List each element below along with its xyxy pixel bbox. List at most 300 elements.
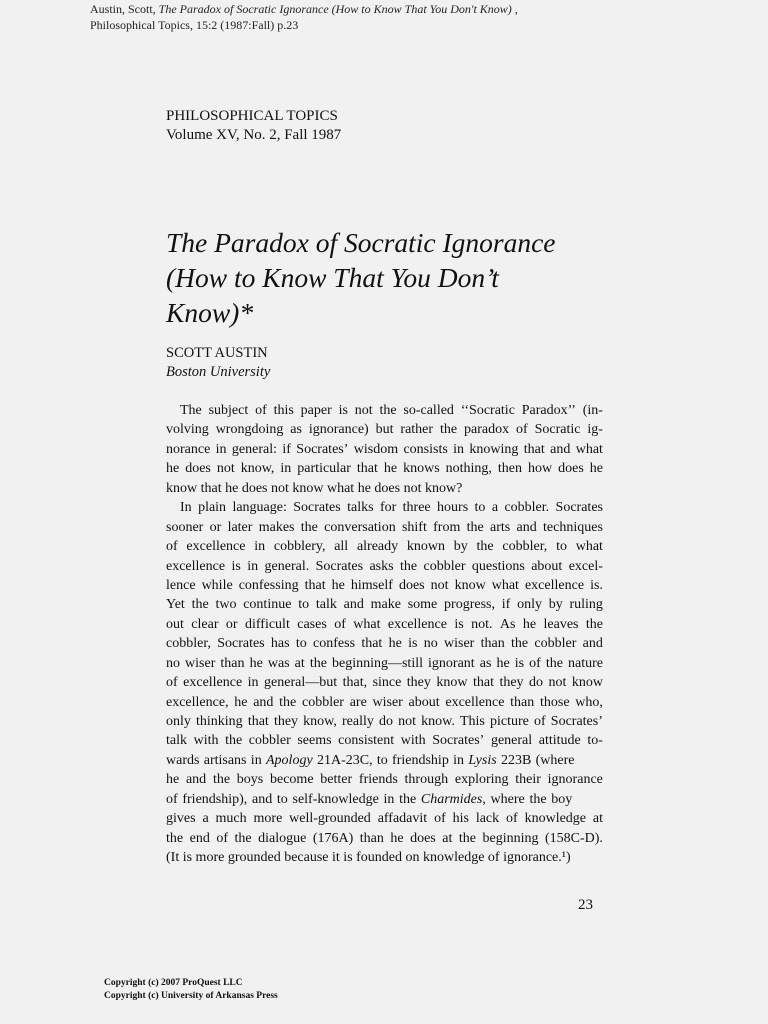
word: sooner	[166, 519, 204, 535]
word: no	[166, 655, 180, 671]
word: the	[166, 830, 184, 846]
word: already	[356, 539, 399, 555]
word: cobbler.	[504, 500, 550, 516]
word: in	[247, 558, 259, 574]
word: than	[359, 830, 384, 846]
word: thinking	[196, 714, 243, 729]
word: the	[511, 636, 529, 652]
word: gives	[166, 811, 196, 827]
word: not.	[471, 616, 493, 632]
word: the	[439, 422, 458, 438]
word: the	[279, 694, 297, 710]
text-line	[166, 654, 603, 673]
word: of	[166, 675, 178, 691]
word: for	[379, 500, 397, 516]
text-line	[166, 440, 603, 459]
word: since	[372, 675, 402, 691]
word: talks	[347, 500, 374, 516]
text-line	[166, 712, 603, 731]
word: the	[379, 403, 397, 418]
text-line	[166, 634, 603, 653]
word: out	[166, 616, 184, 632]
word: he	[234, 694, 248, 710]
word: of	[434, 811, 446, 827]
word: is	[338, 403, 348, 418]
word: that	[523, 441, 545, 457]
word: and	[343, 597, 364, 613]
word: knows	[403, 461, 440, 477]
citation-header	[90, 1, 518, 33]
word: lence	[166, 577, 196, 593]
text-line	[166, 751, 603, 770]
word: nature	[567, 655, 603, 671]
word: excellence	[524, 577, 585, 593]
author-name: SCOTT AUSTIN	[166, 345, 268, 361]
word: of	[533, 714, 546, 729]
word: excellence	[387, 616, 447, 632]
word: not	[354, 403, 373, 418]
word: make	[370, 597, 401, 613]
word: lack	[475, 811, 500, 827]
word: from	[433, 519, 461, 535]
word: questions	[471, 558, 525, 574]
word: what	[575, 441, 603, 457]
word: do	[529, 675, 544, 691]
work-title-apology: Apology	[266, 752, 313, 768]
word: wrongdoing	[215, 422, 284, 438]
word: seems	[297, 733, 332, 749]
word: hours	[437, 500, 469, 516]
word: that	[361, 636, 383, 652]
word: he	[383, 461, 398, 477]
word: general:	[231, 441, 278, 457]
word: affadavit	[377, 811, 428, 827]
word: this	[273, 403, 294, 418]
title-line-1: The Paradox of Socratic Ignorance	[166, 227, 556, 258]
word: the	[545, 655, 563, 671]
word: at	[442, 830, 453, 846]
word: how	[528, 461, 553, 477]
word: more	[253, 811, 283, 827]
word: does	[398, 577, 425, 593]
word: beginning—still	[331, 655, 423, 671]
author-affiliation: Boston University	[166, 364, 271, 380]
word: paradox	[463, 422, 510, 438]
word: Paradox’’	[521, 403, 576, 418]
word: later	[227, 519, 253, 535]
word: know	[454, 577, 486, 593]
word: the	[225, 733, 243, 749]
word: has	[270, 636, 290, 652]
word: not	[430, 577, 449, 593]
work-title-lysis: Lysis	[468, 752, 497, 768]
word: those	[539, 694, 570, 710]
text-line: know that he does not know what he does not know?	[166, 480, 463, 496]
word: he	[522, 616, 537, 632]
text-span: wards artisans in	[166, 752, 266, 768]
word: only	[166, 714, 191, 729]
word: better	[320, 772, 353, 788]
word: knowing	[469, 441, 519, 457]
text-line	[166, 731, 603, 750]
word: of	[515, 422, 528, 438]
word: general—but	[264, 675, 338, 691]
word: wiser	[185, 655, 216, 671]
word: cobbler,	[166, 636, 211, 652]
article-body	[166, 401, 603, 868]
title-line-3: Know)*	[166, 297, 254, 328]
word: ‘‘Socratic	[460, 403, 515, 418]
word: and	[185, 772, 207, 788]
word: shift	[401, 519, 427, 535]
word: and	[516, 519, 537, 535]
word: cobbler,	[502, 539, 548, 555]
word: while	[201, 577, 233, 593]
word: continue	[243, 597, 292, 613]
journal-header	[166, 107, 341, 145]
word: if	[282, 441, 291, 457]
word: and	[550, 441, 571, 457]
word: particular	[297, 461, 351, 477]
text-line	[166, 809, 603, 828]
word: what	[491, 577, 519, 593]
word: they	[273, 714, 299, 729]
word: as	[290, 422, 302, 438]
word: the	[191, 597, 209, 613]
word: the	[309, 655, 327, 671]
word: difficult	[244, 616, 290, 632]
text-line	[166, 518, 603, 537]
text-line	[166, 498, 603, 517]
word: know,	[303, 714, 337, 729]
word: known	[406, 539, 446, 555]
word: consists	[403, 441, 448, 457]
word: arts	[490, 519, 511, 535]
word: of	[506, 811, 518, 827]
word: wiser	[372, 694, 403, 710]
word: a	[491, 500, 499, 516]
word: by	[453, 539, 468, 555]
journal-volume: Volume XV, No. 2, Fall 1987	[166, 127, 342, 143]
text-line	[166, 693, 603, 712]
word: Yet	[166, 597, 185, 613]
word: ignorance)	[308, 422, 369, 438]
word: Socrates’	[296, 441, 349, 457]
word: (in-	[582, 403, 603, 418]
word: progress,	[444, 597, 495, 613]
text-line	[166, 615, 603, 634]
word: talk	[166, 733, 187, 749]
word: only	[517, 597, 542, 613]
word: he	[388, 636, 402, 652]
word: This	[459, 714, 485, 729]
word: he	[166, 772, 180, 788]
citation-title: The Paradox of Socratic Ignorance (How to Know That You Don't Know)	[158, 2, 512, 16]
word: is	[408, 636, 418, 652]
author-block	[166, 344, 270, 382]
word: in	[453, 441, 465, 457]
word: what	[353, 616, 381, 632]
word: they	[499, 675, 524, 691]
word: cobbler	[534, 636, 577, 652]
word: than	[220, 655, 245, 671]
text-line	[166, 770, 603, 789]
word: friends	[358, 772, 398, 788]
word: in	[247, 675, 259, 691]
word: at	[294, 655, 305, 671]
word: he	[331, 577, 345, 593]
word: the	[400, 558, 418, 574]
word: or	[209, 519, 222, 535]
word: attitude	[538, 733, 581, 749]
word: the	[300, 519, 318, 535]
word: that	[304, 577, 326, 593]
word: cobbler	[301, 694, 344, 710]
word: some	[407, 597, 438, 613]
word: with	[400, 733, 426, 749]
word: than	[510, 694, 535, 710]
word: knowledge	[524, 811, 587, 827]
word: himself	[350, 577, 393, 593]
word: to	[298, 597, 310, 613]
word: excellence,	[166, 694, 229, 710]
word: nothing,	[445, 461, 492, 477]
word: picture	[489, 714, 529, 729]
word: is	[454, 616, 464, 632]
word: In	[180, 500, 192, 516]
word: The	[180, 403, 202, 418]
copyright-line-2: Copyright (c) University of Arkansas Press	[104, 990, 278, 1001]
word: language:	[232, 500, 287, 516]
word: become	[270, 772, 314, 788]
word: Socrates’	[432, 733, 485, 749]
word: three	[402, 500, 431, 516]
word: in	[280, 461, 292, 477]
word: that	[247, 714, 269, 729]
word: not	[216, 461, 235, 477]
text-line	[166, 557, 603, 576]
word: the	[212, 772, 231, 788]
page-number: 23	[578, 897, 593, 913]
title-line-2: (How to Know That You Don’t	[166, 262, 499, 293]
word: he	[589, 461, 603, 477]
word: and	[582, 636, 603, 652]
word: cobbler	[423, 558, 466, 574]
word: he	[496, 655, 510, 671]
citation-line-1	[90, 1, 518, 17]
word: not	[398, 714, 417, 729]
journal-name: PHILOSOPHICAL TOPICS	[166, 108, 338, 124]
text-span: 223B (where	[496, 752, 575, 768]
word: makes	[258, 519, 295, 535]
word: two	[215, 597, 237, 613]
word: then	[497, 461, 523, 477]
word: if	[501, 597, 511, 613]
word: that,	[342, 675, 368, 691]
word: in	[254, 539, 266, 555]
word: that	[356, 461, 378, 477]
word: As	[499, 616, 516, 632]
article-title	[166, 225, 606, 330]
work-title-charmides: Charmides	[420, 791, 483, 807]
word: cases	[297, 616, 327, 632]
word: cobblery,	[273, 539, 326, 555]
text-line	[166, 401, 603, 420]
word: volving	[166, 422, 209, 438]
word: does	[410, 830, 436, 846]
copyright-footer	[104, 977, 278, 1002]
word: know	[436, 675, 468, 691]
word: what	[575, 539, 603, 555]
text-line: (It is more grounded because it is founded on knowledge of ignorance.¹)	[166, 850, 571, 866]
word: (176A)	[312, 830, 354, 846]
word: exploring	[454, 772, 509, 788]
word: about	[531, 558, 563, 574]
word: excellence	[186, 539, 246, 555]
word: he	[166, 461, 180, 477]
word: is.	[590, 577, 603, 593]
word: through	[404, 772, 449, 788]
word: know	[571, 675, 603, 691]
word: of	[166, 539, 178, 555]
word: Socrates	[555, 500, 603, 516]
word: (158C-D).	[544, 830, 603, 846]
word: about	[408, 694, 440, 710]
word: do	[379, 714, 393, 729]
word: leaves	[543, 616, 579, 632]
word: he	[249, 655, 263, 671]
word: of	[255, 403, 267, 418]
word: the	[476, 539, 494, 555]
word: he	[390, 830, 404, 846]
word: as	[479, 655, 492, 671]
word: ignorant	[428, 655, 475, 671]
word: general.	[264, 558, 310, 574]
word: ig-	[587, 422, 603, 438]
word: ignorance	[547, 772, 603, 788]
word: boys	[236, 772, 264, 788]
word: does	[185, 461, 211, 477]
word: or	[225, 616, 238, 632]
word: no	[423, 636, 438, 652]
word: excel-	[568, 558, 603, 574]
text-line	[166, 829, 603, 848]
word: to	[474, 500, 486, 516]
word: not	[548, 675, 567, 691]
word: end	[189, 830, 210, 846]
word: Socrates	[293, 500, 341, 516]
word: confessing	[238, 577, 299, 593]
word: and	[253, 694, 274, 710]
word: the	[458, 830, 476, 846]
text-line	[166, 459, 603, 478]
word: of	[529, 655, 541, 671]
word: that	[472, 675, 494, 691]
citation-line-2: Philosophical Topics, 15:2 (1987:Fall) p.23	[90, 18, 299, 32]
text-line	[166, 595, 603, 614]
word: consistent	[338, 733, 395, 749]
word: confess	[313, 636, 356, 652]
word: with	[193, 733, 219, 749]
word: was	[267, 655, 290, 671]
word: techniques	[543, 519, 603, 535]
word: know.	[421, 714, 455, 729]
word: clear	[191, 616, 219, 632]
word: beginning	[482, 830, 539, 846]
word: Socrates	[217, 636, 265, 652]
word: know,	[240, 461, 275, 477]
word: all	[334, 539, 349, 555]
word: are	[349, 694, 367, 710]
word: so-called	[403, 403, 454, 418]
word: the	[234, 830, 252, 846]
word: they	[406, 675, 431, 691]
word: the	[585, 616, 603, 632]
text-line	[166, 673, 603, 692]
word: conversation	[324, 519, 396, 535]
word: is	[231, 558, 241, 574]
word: is	[514, 655, 525, 671]
word: dialogue	[258, 830, 307, 846]
word: his	[452, 811, 469, 827]
word: to-	[587, 733, 603, 749]
word: much	[215, 811, 247, 827]
word: by	[548, 597, 563, 613]
word: excellence	[445, 694, 505, 710]
word: than	[480, 636, 505, 652]
word: norance	[166, 441, 211, 457]
word: general	[490, 733, 533, 749]
text-span: of friendship), and to self-knowledge in the	[166, 791, 421, 807]
text-line	[166, 576, 603, 595]
citation-suffix: ,	[511, 2, 518, 16]
word: subject	[208, 403, 249, 418]
text-line	[166, 790, 603, 809]
word: plain	[198, 500, 227, 516]
word: paper	[300, 403, 332, 418]
word: talk	[315, 597, 337, 613]
word: to	[556, 539, 567, 555]
word: wisdom	[353, 441, 399, 457]
word: asks	[369, 558, 394, 574]
word: to	[295, 636, 307, 652]
word: wiser	[444, 636, 475, 652]
word: cobbler	[248, 733, 291, 749]
text-line	[166, 537, 603, 556]
word: well-grounded	[289, 811, 371, 827]
word: who,	[575, 694, 603, 710]
word: Socrates	[315, 558, 364, 574]
word: at	[592, 811, 603, 827]
text-span: , where the boy	[482, 791, 573, 807]
word: does	[558, 461, 584, 477]
word: ruling	[569, 597, 603, 613]
word: really	[342, 714, 374, 729]
word: in	[215, 441, 227, 457]
word: excellence	[166, 558, 226, 574]
word: but	[375, 422, 394, 438]
word: Socrates’	[550, 714, 603, 729]
word: rather	[400, 422, 434, 438]
text-span: 21A-23C, to friendship in	[312, 752, 469, 768]
copyright-line-1: Copyright (c) 2007 ProQuest LLC	[104, 978, 243, 988]
word: the	[466, 519, 484, 535]
text-line	[166, 420, 603, 439]
word: of	[216, 830, 228, 846]
word: excellence	[183, 675, 243, 691]
word: Socratic	[534, 422, 581, 438]
citation-author: Austin, Scott,	[90, 2, 159, 16]
